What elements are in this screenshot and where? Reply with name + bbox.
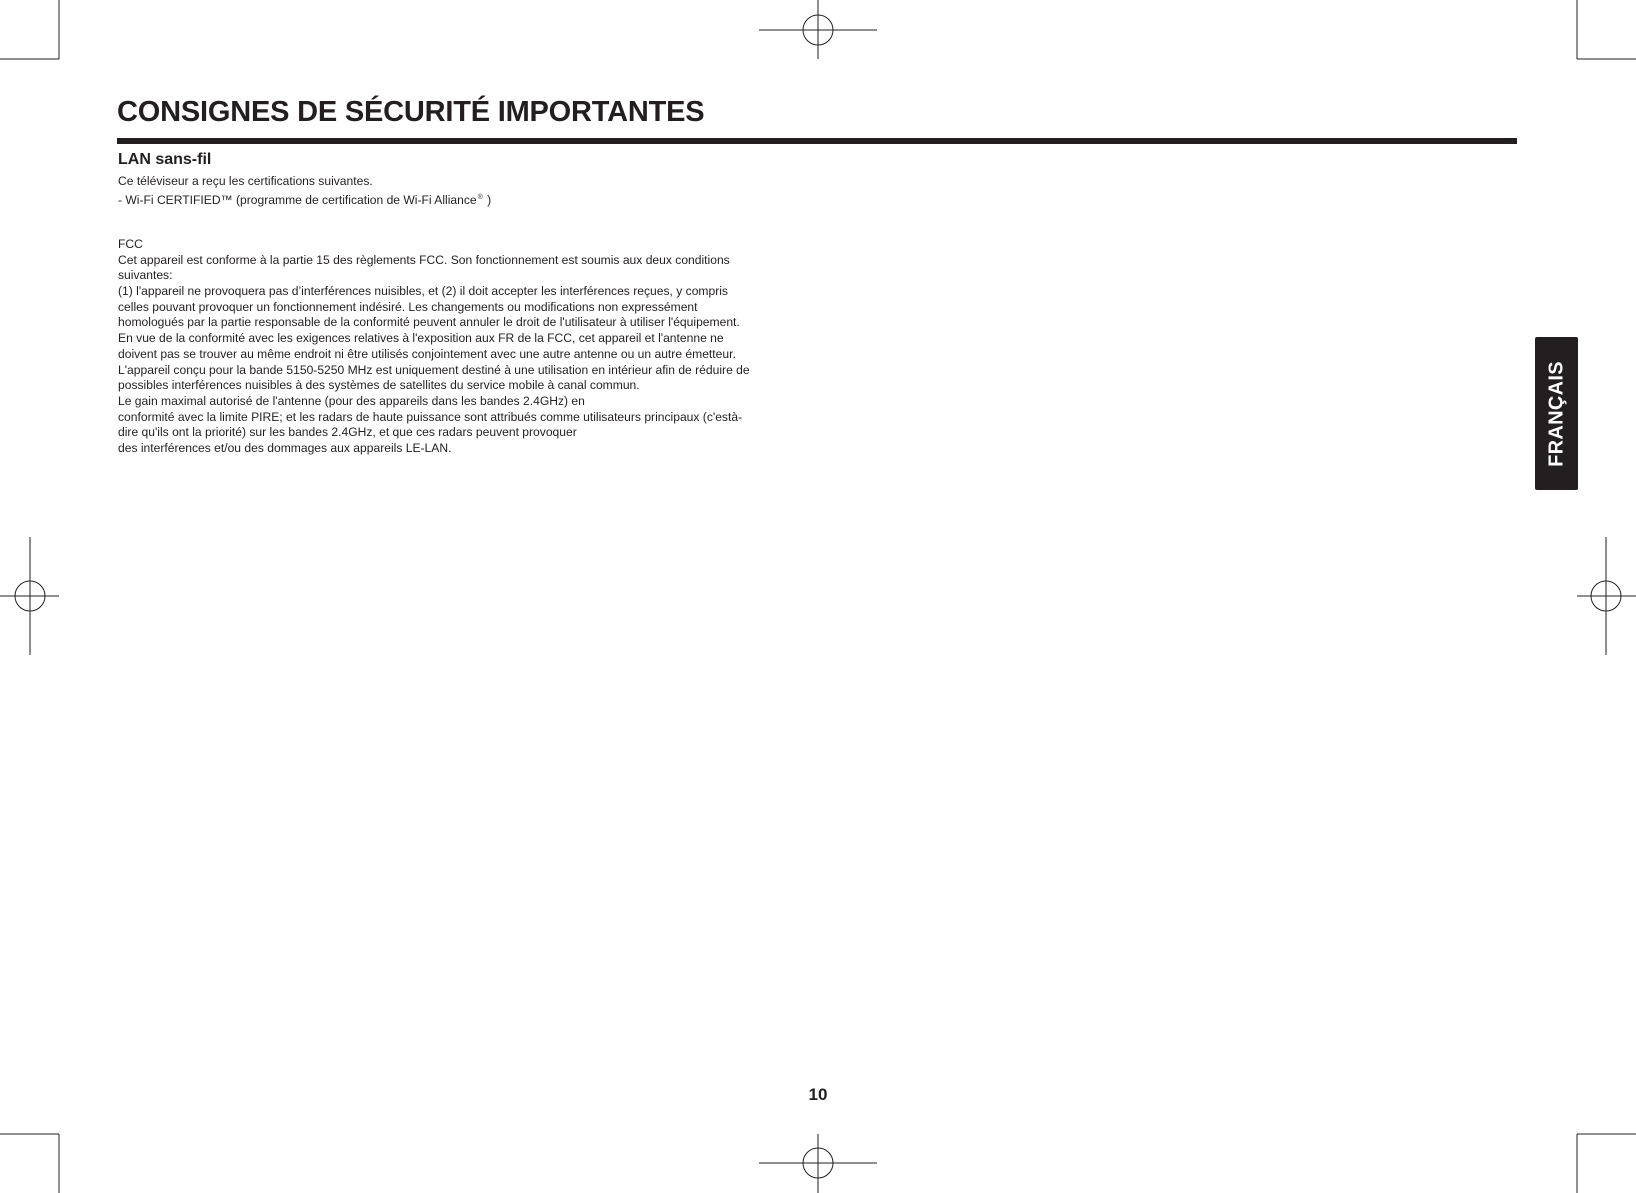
fcc-line: doivent pas se trouver au même endroit ni être utilisés conjointement avec une autre antenne ou un autre émetteur. [118, 346, 736, 361]
intro-line-text: - Wi-Fi CERTIFIED™ (programme de certification de Wi-Fi Alliance [118, 192, 477, 207]
fcc-line: dire qu'ils ont la priorité) sur les bandes 2.4GHz, et que ces radars peuvent provoquer [118, 425, 577, 440]
registration-target-left [0, 537, 59, 655]
fcc-line: Le gain maximal autorisé de l'antenne (pour des appareils dans les bandes 2.4GHz) en [118, 393, 585, 408]
page-number: 10 [808, 1085, 828, 1104]
fcc-line: homologués par la partie responsable de la conformité peuvent annuler le droit de l'utilisateur à utiliser l'équipement. [118, 315, 740, 330]
fcc-line: suivantes: [118, 268, 173, 283]
title-rule [117, 138, 1517, 144]
registration-target-right [1577, 537, 1636, 655]
fcc-line: celles pouvant provoquer un fonctionnement indésiré. Les changements ou modifications non expressément [118, 299, 698, 314]
language-tab-label: FRANÇAIS [1545, 360, 1567, 467]
fcc-line: possibles interférences nuisibles à des systèmes de satellites du service mobile à canal commun. [118, 378, 640, 393]
fcc-line: Cet appareil est conforme à la partie 15 des règlements FCC. Son fonctionnement est soumis aux deux conditions [118, 252, 730, 267]
fcc-line: des interférences et/ou des dommages aux appareils LE-LAN. [118, 440, 452, 455]
fcc-paragraph [118, 237, 750, 457]
section-heading: LAN sans-fil [118, 151, 212, 168]
page-title: CONSIGNES DE SÉCURITÉ IMPORTANTES [117, 96, 705, 128]
intro-line-certification [118, 190, 491, 206]
intro-paragraph [118, 174, 491, 205]
fcc-line: En vue de la conformité avec les exigences relatives à l'exposition aux FR de la FCC, cet appareil et l'antenne ne [118, 331, 724, 346]
intro-line-end: ) [483, 192, 492, 207]
fcc-line: conformité avec la limite PIRE; et les radars de haute puissance sont attribués comme utilisateurs principaux (c'està- [118, 409, 743, 424]
registered-mark: ® [477, 193, 483, 201]
fcc-line: L'appareil conçu pour la bande 5150-5250 MHz est uniquement destiné à une utilisation en intérieur afin de réduire de [118, 362, 750, 377]
fcc-label: FCC [118, 237, 143, 251]
language-tab [1535, 337, 1578, 490]
intro-line: Ce téléviseur a reçu les certifications suivantes. [118, 174, 373, 188]
registration-target-bottom [759, 1134, 877, 1193]
fcc-line: (1) l'appareil ne provoquera pas d’interférences nuisibles, et (2) il doit accepter les interférences reçues, y compris [118, 284, 728, 299]
registration-target-top [759, 0, 877, 59]
